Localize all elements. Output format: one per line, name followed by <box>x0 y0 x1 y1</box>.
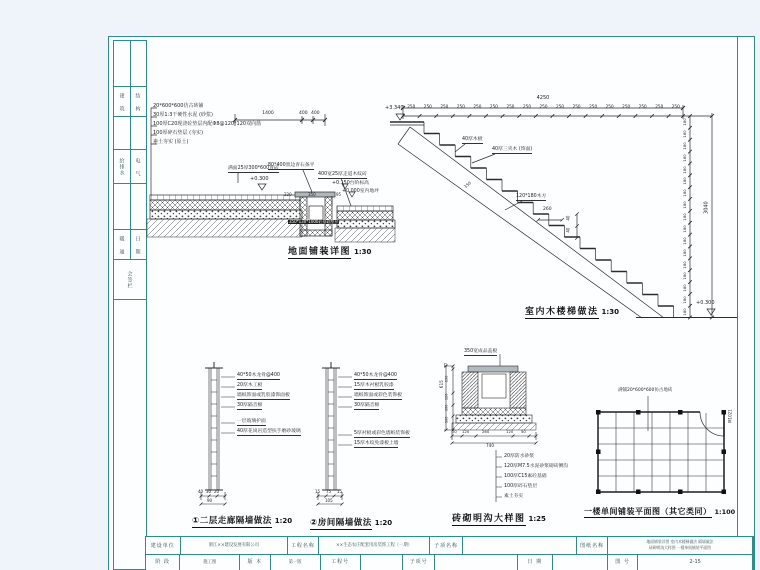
sheetno-value: 2-15 <box>638 554 753 570</box>
dim-label: 260 <box>482 429 490 434</box>
dim-label: 90 <box>207 498 213 503</box>
drain-caption: 砖砌明沟大样图 1:25 <box>452 514 546 524</box>
signoff-strip <box>113 40 147 570</box>
level-label: +0.150台阶标高 <box>332 181 369 186</box>
level-label: +0.300 <box>250 176 269 182</box>
ground-note: 100厚碎石垫层 (夯实) <box>153 130 204 136</box>
dim-label: 180 <box>682 177 688 185</box>
title-block-row2 <box>146 554 753 570</box>
subitem-value <box>463 537 577 554</box>
drain-note: 20厚防水砂浆 <box>504 454 535 459</box>
dim-label: 180 <box>682 165 688 174</box>
dim-label: 180 <box>682 118 688 126</box>
stair-detail-drawing <box>385 95 745 320</box>
dim-label: 180 <box>682 308 688 316</box>
dim-label: 20 <box>214 489 220 494</box>
dim-label: 350 <box>308 192 316 197</box>
dim-label: 50 <box>521 429 526 434</box>
dim-label: 95 <box>336 192 342 197</box>
dim-label: 220 <box>284 192 292 197</box>
dim-label: 250 <box>539 103 548 109</box>
ground-stone-note: 80*400黑边青石条平 <box>268 163 315 168</box>
project-value: ××生态农庄配套用房装饰工程（一期） <box>319 537 431 554</box>
drain-note: 100厚C15素砼基础 <box>504 474 547 479</box>
dim-label: 400 <box>311 111 320 116</box>
wall1-note: 40*50木龙骨@400 <box>237 373 280 378</box>
dim-label: 250 <box>440 103 449 109</box>
dim-label: 180 <box>682 213 688 221</box>
dim-label: 180 <box>682 272 688 280</box>
dim-label: 40 <box>565 215 571 221</box>
ground-footing-note: 350*130*1000砼基础垫层 <box>289 219 339 224</box>
signoff-row <box>114 149 146 184</box>
dim-label: 180 <box>682 153 688 162</box>
wall1-note: 墙纸饰面或乳胶漆饰面板 <box>237 393 290 398</box>
level-label: +0.300 <box>696 300 715 306</box>
drawing-name-value: 地面铺装详图 室内木楼梯做法 隔墙做法 砖砌明沟大样图 一楼单间铺装平面图 <box>608 537 753 554</box>
dim-label: 75 <box>326 489 332 494</box>
dim-label: 250 <box>572 103 581 109</box>
dim-label: 180 <box>682 260 688 269</box>
wall1-note: 一层玻璃护面 <box>237 419 266 424</box>
owner-value: 浙江××建设发展有限公司 <box>181 537 289 554</box>
wall2-note: 15厚木衬板乳胶漆 <box>354 383 394 388</box>
signoff-label: 建 筑 <box>118 92 125 112</box>
dim-label: 40 <box>565 227 571 233</box>
plan-detail-drawing <box>588 386 750 516</box>
wall2-note: 30厚隔音棉 <box>354 403 380 408</box>
ground-walk-note: 400宽25厚走道木纹砖 <box>318 172 367 177</box>
dim-label: 100 <box>444 416 449 424</box>
version-label: 版 本 <box>240 554 270 570</box>
wall1-note: 20厚木工板 <box>237 383 263 388</box>
title-block <box>145 536 754 570</box>
jobno-value <box>361 554 403 570</box>
dim-label: 250 <box>605 103 614 109</box>
subno-value <box>435 554 517 570</box>
ground-tile-note: 满面25厚300*600青砖 <box>228 166 279 171</box>
dim-label: 30 <box>206 489 212 494</box>
subitem-label: 子项名称 <box>430 537 463 554</box>
dim-label: 180 <box>682 284 688 292</box>
drain-note: 100厚碎石垫层 <box>504 484 538 489</box>
signoff-row <box>114 229 146 260</box>
dim-label: 50 <box>452 429 457 434</box>
dim-label: 250 <box>622 103 631 109</box>
level-label: +0.000室内地坪 <box>342 189 379 194</box>
dim-label: 180 <box>682 201 688 209</box>
dim-label: 180 <box>682 225 688 233</box>
version-value: 第一版 <box>271 554 321 570</box>
dim-label: 3040 <box>703 201 710 214</box>
title-block-row1 <box>146 537 753 555</box>
dim-label: 250 <box>456 103 465 109</box>
sheetno-label: 图 号 <box>608 554 638 570</box>
dim-label: 250 <box>473 103 482 109</box>
dim-label: 250 <box>655 103 664 109</box>
wall1-caption: ①二层走廊隔墙做法 1:20 <box>192 516 293 526</box>
dim-label: 740 <box>486 443 494 448</box>
wall1-note: 40厚花岗岩造型扶手磨砂玻璃 <box>237 429 301 434</box>
ground-note: 素土夯实 (原土) <box>153 139 189 145</box>
signoff-label: 暖 通 <box>118 235 125 255</box>
wall1-note: 30厚隔音棉 <box>237 403 263 408</box>
stage-label: 阶 段 <box>146 554 180 570</box>
dim-label: 400 <box>299 111 308 116</box>
dim-label: 250 <box>407 103 416 109</box>
jobno-label: 工程号 <box>321 554 361 570</box>
dim-label: 615 <box>438 380 444 389</box>
dim-label: 250 <box>522 103 531 109</box>
wall2-caption: ②房间隔墙做法 1:20 <box>310 518 393 528</box>
dim-label: 180 <box>682 142 688 150</box>
dim-label: 230 <box>444 375 449 383</box>
stair-note: 40厚三夹木 (饰面) <box>492 147 533 152</box>
stage-value: 施工图 <box>180 554 240 570</box>
dim-label: 150 <box>462 180 473 189</box>
ground-note: 20*600*600仿古砖铺 <box>153 103 204 109</box>
drawing-name-label: 图纸名称 <box>577 537 608 554</box>
signoff-label: 日 期 <box>134 235 141 255</box>
wall2-note: 40*50木龙骨@400 <box>354 373 397 378</box>
dim-label: 1400 <box>262 111 274 116</box>
dim-label: 250 <box>506 103 515 109</box>
dim-label: 40 <box>198 489 204 494</box>
dim-label: 250 <box>671 103 680 109</box>
dim-label: 25 <box>443 362 448 368</box>
dim-label: 180 <box>682 248 688 257</box>
drain-note: 120厚M7.5水泥砂浆砌砖侧沟 <box>504 464 569 469</box>
signoff-label: 电 气 <box>134 157 141 177</box>
dim-label: 15 <box>315 489 321 494</box>
project-label: 工程名称 <box>288 537 319 554</box>
level-label: +3.340 <box>385 105 404 111</box>
dim-label: 180 <box>682 189 688 197</box>
dim-label: 250 <box>638 103 647 109</box>
drain-cover-note: 350宽成品盖板 <box>464 349 498 354</box>
owner-label: 建设单位 <box>146 537 181 554</box>
tread-dim-row <box>403 104 684 111</box>
signoff-footer: 会签栏 <box>114 259 146 300</box>
signoff-label: 给排水 <box>118 158 125 176</box>
dim-label: 250 <box>589 103 598 109</box>
wall2-note: 墙纸饰面或彩色装饰板 <box>354 393 402 398</box>
plan-tile-note: 满铺20*600*600仿古地砖 <box>618 388 673 393</box>
stair-note: 40厚木板 <box>462 137 483 142</box>
dim-label: 180 <box>682 130 688 138</box>
date-label: 日 期 <box>518 554 553 570</box>
drain-note: 素土夯实 <box>504 494 524 499</box>
ground-note: 30厚1:3干硬性水泥 (砂浆) <box>153 112 213 118</box>
dim-label: 120 <box>462 429 470 434</box>
dim-label: 180 <box>682 296 688 304</box>
dim-label: 120 <box>506 429 514 434</box>
subno-label: 子项号 <box>403 554 435 570</box>
stair-note: 120*180木方 <box>516 194 547 199</box>
dim-label: 180 <box>682 237 688 245</box>
dim-label: 260 <box>543 207 552 212</box>
plan-caption: 一楼单间铺装平面图（其它类同） 1:100 <box>584 507 736 516</box>
date-value <box>553 554 608 570</box>
riser-dim-column <box>681 116 689 318</box>
wall2-note: 15厚木纹免漆板上墙 <box>354 441 399 446</box>
ground-note: 100厚C20现浇砼垫层内配Φ8@120*120双向筋 <box>153 121 262 127</box>
ground-caption: 地面铺装详图 1:30 <box>288 247 372 257</box>
dim-label: 15 <box>337 489 343 494</box>
stair-caption: 室内木楼梯做法 1:30 <box>525 307 619 317</box>
signoff-label: 结 构 <box>134 92 141 112</box>
dim-label: 4250 <box>536 95 550 101</box>
plan-door-label: M1021 <box>727 409 733 423</box>
dim-label: 120 <box>444 393 449 401</box>
wall2-note: 5厚衬板或彩色墙纸装饰板 <box>354 431 410 436</box>
dim-label: 100 <box>444 404 449 412</box>
dim-label: 250 <box>423 103 432 109</box>
dim-label: 105 <box>325 498 333 503</box>
dim-label: 250 <box>556 103 565 109</box>
dim-label: 250 <box>489 103 498 109</box>
signoff-row <box>114 86 146 117</box>
